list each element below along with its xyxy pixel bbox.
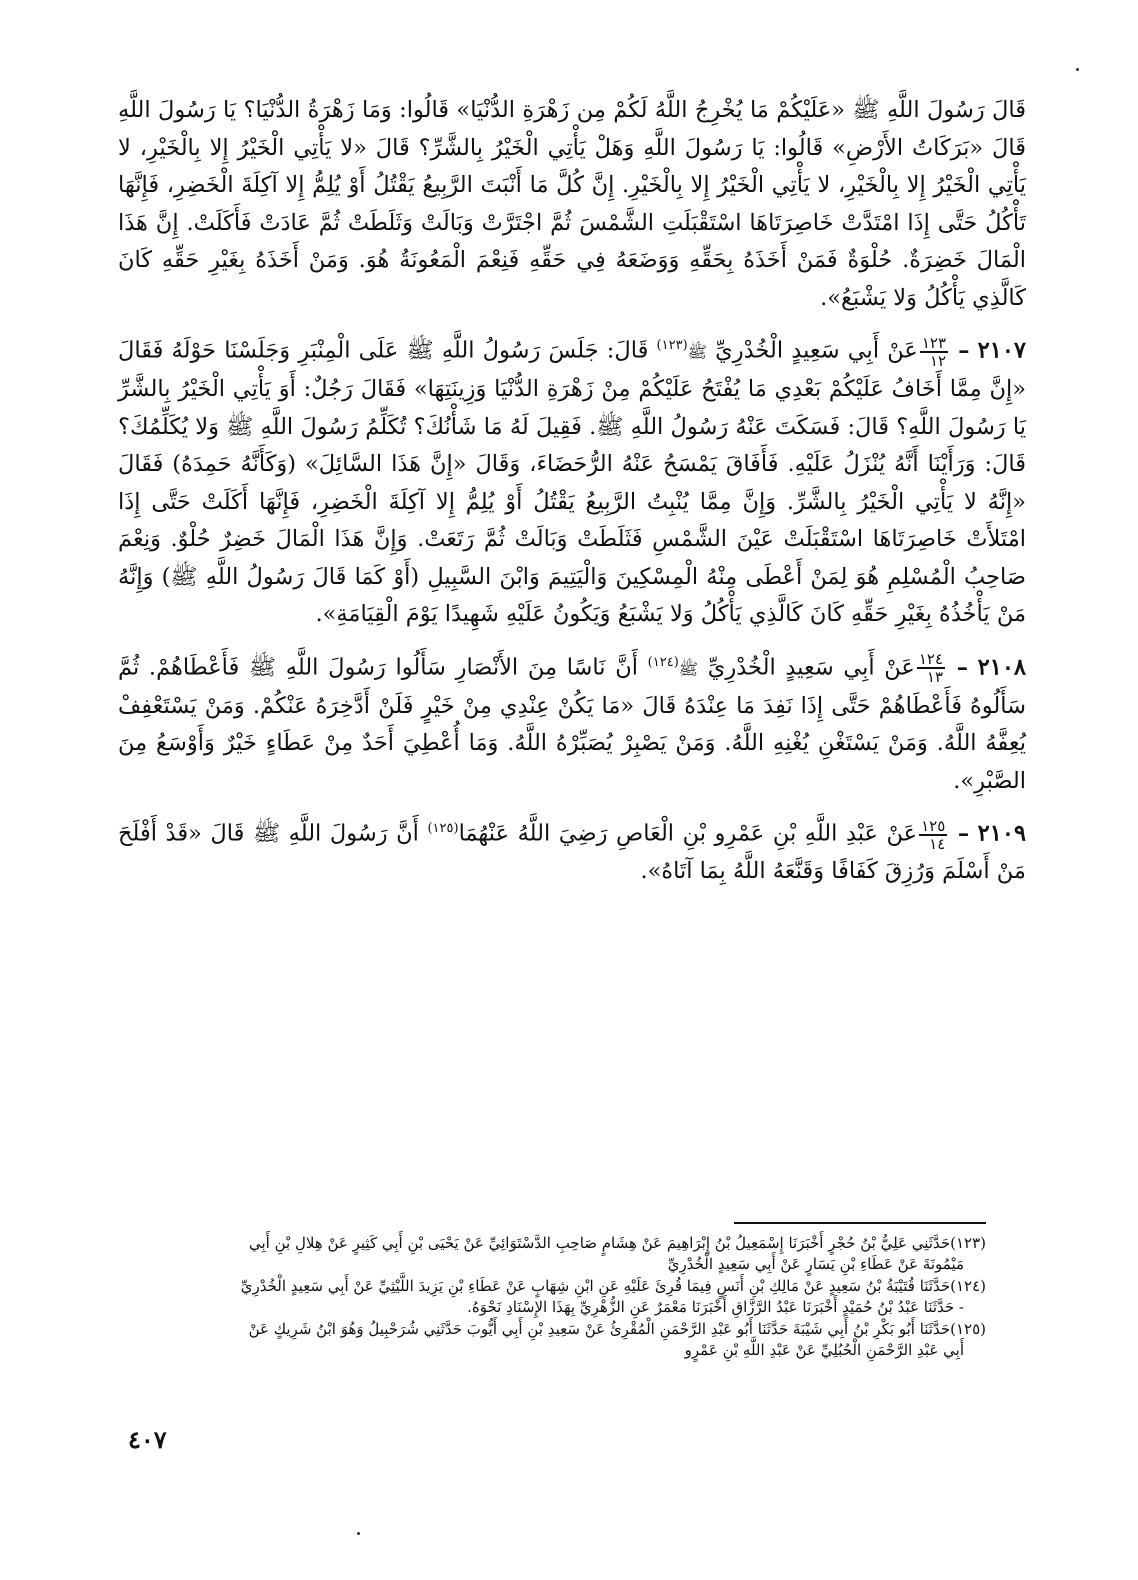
footnote-ref: (١٢٤)	[647, 654, 679, 670]
hadith-continuation	[118, 92, 1026, 317]
radhi-glyph: ﷺ	[678, 659, 699, 678]
footnote-ref: (١٢٣)	[656, 338, 688, 353]
hadith-index-fraction	[917, 651, 945, 685]
footnote-divider	[734, 1222, 986, 1224]
hadith-text-block	[118, 92, 1026, 891]
narrator: عَنْ أَبِي سَعِيدٍ الْخُدْرِيِّ	[706, 337, 918, 364]
hadith-index-fraction	[919, 818, 947, 852]
fraction-bottom: ١٣	[926, 668, 944, 686]
footnote-123	[118, 1233, 986, 1275]
page-number: ٤٠٧	[128, 1425, 167, 1454]
footnote-ref: (١٢٥)	[427, 821, 459, 836]
hadith-2108: ٢١٠٨ – $\frac{١٢٤}{١٣}$ عَنْ أَبِي سَعِيدٍ الْخُدْرِيِّ ﷺ$^{(١٢٤)}$ أَنَّ نَاسًا مِنَ الأَنْصَارِ سَأَلُوا رَسُولَ اللَّهِ ﷺ فَأَعْطَاهُمْ. ثُمَّ سَأَلُوهُ فَأَعْطَاهُمْ حَتَّى إِذَا نَفِدَ مَا عِنْدَهُ قَالَ «مَا يَكُنْ عِنْدِي مِنْ خَيْرٍ فَلَنْ أَدَّخِرَهُ عَنْكُمْ. وَمَنْ يَسْتَعْفِفْ يُعِفَّهُ اللَّهُ. وَمَنْ يَسْتَغْنِ يُغْنِهِ اللَّهُ. وَمَنْ يَصْبِرْ يُصَبِّرْهُ اللَّهُ. وَمَا أُعْطِيَ أَحَدٌ مِنْ عَطَاءٍ خَيْرٌ وَأَوْسَعُ مِنَ الصَّبْرِ».	[118, 650, 1026, 794]
footnote-line: (١٢٥)حَدَّثَنَا أَبُو بَكْرِ بْنُ أَبِي شَيْبَةَ حَدَّثَنَا أَبُو عَبْدِ الرَّحْمَنِ الْمُقْرِئُ عَنْ سَعِيدِ بْنِ أَبِي أَيُّوبَ حَدَّثَنِي شُرَحْبِيلُ وَهُوَ ابْنُ شَرِيكٍ عَنْ	[248, 1320, 986, 1338]
footnote-124	[118, 1276, 986, 1318]
footnote-line: أَبِي عَبْدِ الرَّحْمَنِ الْحُبُلِيِّ عَنْ عَبْدِ اللَّهِ بْنِ عَمْرٍو	[684, 1341, 964, 1359]
hadith-2109: ٢١٠٩ – $\frac{١٢٥}{١٤}$ عَنْ عَبْدِ اللَّهِ بْنِ عَمْرِو بْنِ الْعَاصِ رَضِيَ اللَّهُ عَنْهُمَا$^{(١٢٥)}$ أَنَّ رَسُولَ اللَّهِ ﷺ قَالَ «قَدْ أَفْلَحَ مَنْ أَسْلَمَ وَرُزِقَ كَفَافًا وَقَنَّعَهُ اللَّهُ بِمَا آتَاهُ».	[118, 816, 1026, 884]
footnotes	[118, 1233, 986, 1362]
narrator: عَنْ أَبِي سَعِيدٍ الْخُدْرِيِّ	[698, 654, 915, 680]
fraction-bottom: ١٤	[929, 834, 946, 853]
hadith-text: أَنَّ رَسُولَ اللَّهِ ﷺ قَالَ «قَدْ أَفْلَحَ مَنْ أَسْلَمَ وَرُزِقَ كَفَافًا وَقَنَّعَهُ اللَّهُ بِمَا آتَاهُ».	[118, 820, 1026, 884]
footnote-line: - حَدَّثَنَا عَبْدُ بْنُ حُمَيْدٍ أَخْبَرَنَا عَبْدُ الرَّزَّاقِ أَخْبَرَنَا مَعْمَرٌ عَنِ الزُّهْرِيِّ بِهَذَا الإِسْنَادِ نَحْوَهُ.	[467, 1298, 964, 1316]
hadith-text: قَالَ: جَلَسَ رَسُولُ اللَّهِ ﷺ عَلَى الْمِنْبَرِ وَجَلَسْنَا حَوْلَهُ فَقَالَ «إِنَّ مِمَّا أَخَافُ عَلَيْكُمْ بَعْدِي مَا يُفْتَحُ عَلَيْكُمْ مِنْ زَهْرَةِ الدُّنْيَا وَزِينَتِهَا» فَقَالَ رَجُلٌ: أَوَ يَأْتِي الْخَيْرُ بِالشَّرِّ يَا رَسُولَ اللَّهِ؟ قَالَ: فَسَكَتَ عَنْهُ رَسُولُ اللَّهِ ﷺ. فَقِيلَ لَهُ مَا شَأْنُكَ؟ تُكَلِّمُ رَسُولَ اللَّهِ ﷺ وَلا يُكَلِّمُكَ؟ قَالَ: وَرَأَيْنَا أَنَّهُ يُنْزَلُ عَلَيْهِ. فَأَفَاقَ يَمْسَحُ عَنْهُ الرُّحَضَاءَ، وَقَالَ «إِنَّ هَذَا السَّائِلَ» (وَكَأَنَّهُ حَمِدَهُ) فَقَالَ «إِنَّهُ لا يَأْتِي الْخَيْرُ بِالشَّرِّ. وَإِنَّ مِمَّا يُنْبِتُ الرَّبِيعُ يَقْتُلُ أَوْ يُلِمُّ إِلا آكِلَةَ الْخَضِرِ، فَإِنَّهَا أَكَلَتْ حَتَّى إِذَا امْتَلأَتْ خَاصِرَتَاهَا اسْتَقْبَلَتْ عَيْنَ الشَّمْسِ فَثَلَطَتْ وَبَالَتْ ثُمَّ رَتَعَتْ. وَإِنَّ هَذَا الْمَالَ خَضِرٌ حُلْوٌ. وَنِعْمَ صَاحِبُ الْمُسْلِمِ هُوَ لِمَنْ أَعْطَى مِنْهُ الْمِسْكِينَ وَالْيَتِيمَ وَابْنَ السَّبِيلِ (أَوْ كَمَا قَالَ رَسُولُ اللَّهِ ﷺ) وَإِنَّهُ مَنْ يَأْخُذُهُ بِغَيْرِ حَقِّهِ كَانَ كَالَّذِي يَأْكُلُ وَلا يَشْبَعُ وَيَكُونُ عَلَيْهِ شَهِيدًا يَوْمَ الْقِيَامَةِ».	[118, 337, 1026, 627]
hadith-text: قَالَ رَسُولَ اللَّهِ ﷺ «عَلَيْكُمْ مَا يُخْرِجُ اللَّهُ لَكُمْ مِن زَهْرَةِ الدُّنْيَا» قَالُوا: وَمَا زَهْرَةُ الدُّنْيَا؟ يَا رَسُولَ اللَّهِ قَالَ «بَرَكَاتُ الأَرْضِ» قَالُوا: يَا رَسُولَ اللَّهِ وَهَلْ يَأْتِي الْخَيْرُ بِالشَّرِّ؟ قَالَ «لا يَأْتِي الْخَيْرُ إِلا بِالْخَيْرِ، لا يَأْتِي الْخَيْرُ إِلا بِالْخَيْرِ، لا يَأْتِي الْخَيْرُ إِلا بِالْخَيْرِ. إِنَّ كُلَّ مَا أَنْبَتَ الرَّبِيعُ يَقْتُلُ أَوْ يُلِمُّ إِلا آكِلَةَ الْخَضِرِ، فَإِنَّهَا تَأْكُلُ حَتَّى إِذَا امْتَدَّتْ خَاصِرَتَاهَا اسْتَقْبَلَتِ الشَّمْسَ ثُمَّ اجْتَرَّتْ وَبَالَتْ وَثَلَطَتْ ثُمَّ عَادَتْ فَأَكَلَتْ. إِنَّ هَذَا الْمَالَ خَضِرَةٌ. حُلْوَةٌ فَمَنْ أَخَذَهُ بِحَقِّهِ وَوَضَعَهُ فِي حَقِّهِ فَنِعْمَ الْمَعُونَةُ هُوَ. وَمَنْ أَخَذَهُ بِغَيْرِ حَقِّهِ كَانَ كَالَّذِي يَأْكُلُ وَلا يَشْبَعُ».	[118, 97, 1026, 311]
hadith-index-fraction	[920, 335, 948, 369]
hadith-text: أَنَّ نَاسًا مِنَ الأَنْصَارِ سَأَلُوا رَسُولَ اللَّهِ ﷺ فَأَعْطَاهُمْ. ثُمَّ سَأَلُوهُ فَأَعْطَاهُمْ حَتَّى إِذَا نَفِدَ مَا عِنْدَهُ قَالَ «مَا يَكُنْ عِنْدِي مِنْ خَيْرٍ فَلَنْ أَدَّخِرَهُ عَنْكُمْ. وَمَنْ يَسْتَعْفِفْ يُعِفَّهُ اللَّهُ. وَمَنْ يَسْتَغْنِ يُغْنِهِ اللَّهُ. وَمَنْ يَصْبِرْ يُصَبِّرْهُ اللَّهُ. وَمَا أُعْطِيَ أَحَدٌ مِنْ عَطَاءٍ خَيْرٌ وَأَوْسَعُ مِنَ الصَّبْرِ».	[118, 654, 1026, 794]
fraction-top: ١٢٤	[918, 650, 944, 668]
hadith-number: ٢١٠٩	[977, 820, 1026, 847]
fraction-top: ١٢٥	[921, 816, 946, 835]
hadith-number: ٢١٠٨	[977, 654, 1026, 680]
radhi-glyph: ﷺ	[687, 342, 707, 362]
hadith-2107: ٢١٠٧ – $\frac{١٢٣}{١٢}$ عَنْ أَبِي سَعِيدٍ الْخُدْرِيِّ ﷺ$^{(١٢٣)}$ قَالَ: جَلَسَ رَسُولُ اللَّهِ ﷺ عَلَى الْمِنْبَرِ وَجَلَسْنَا حَوْلَهُ فَقَالَ «إِنَّ مِمَّا أَخَافُ عَلَيْكُمْ بَعْدِي مَا يُفْتَحُ عَلَيْكُمْ مِنْ زَهْرَةِ الدُّنْيَا وَزِينَتِهَا» فَقَالَ رَجُلٌ: أَوَ يَأْتِي الْخَيْرُ بِالشَّرِّ يَا رَسُولَ اللَّهِ؟ قَالَ: فَسَكَتَ عَنْهُ رَسُولُ اللَّهِ ﷺ. فَقِيلَ لَهُ مَا شَأْنُكَ؟ تُكَلِّمُ رَسُولَ اللَّهِ ﷺ وَلا يُكَلِّمُكَ؟ قَالَ: وَرَأَيْنَا أَنَّهُ يُنْزَلُ عَلَيْهِ. فَأَفَاقَ يَمْسَحُ عَنْهُ الرُّحَضَاءَ، وَقَالَ «إِنَّ هَذَا السَّائِلَ» (وَكَأَنَّهُ حَمِدَهُ) فَقَالَ «إِنَّهُ لا يَأْتِي الْخَيْرُ بِالشَّرِّ. وَإِنَّ مِمَّا يُنْبِتُ الرَّبِيعُ يَقْتُلُ أَوْ يُلِمُّ إِلا آكِلَةَ الْخَضِرِ، فَإِنَّهَا أَكَلَتْ حَتَّى إِذَا امْتَلأَتْ خَاصِرَتَاهَا اسْتَقْبَلَتْ عَيْنَ الشَّمْسِ فَثَلَطَتْ وَبَالَتْ ثُمَّ رَتَعَتْ. وَإِنَّ هَذَا الْمَالَ خَضِرٌ حُلْوٌ. وَنِعْمَ صَاحِبُ الْمُسْلِمِ هُوَ لِمَنْ أَعْطَى مِنْهُ الْمِسْكِينَ وَالْيَتِيمَ وَابْنَ السَّبِيلِ (أَوْ كَمَا قَالَ رَسُولُ اللَّهِ ﷺ) وَإِنَّهُ مَنْ يَأْخُذُهُ بِغَيْرِ حَقِّهِ كَانَ كَالَّذِي يَأْكُلُ وَلا يَشْبَعُ وَيَكُونُ عَلَيْهِ شَهِيدًا يَوْمَ الْقِيَامَةِ».	[118, 333, 1027, 627]
fraction-top: ١٢٣	[921, 333, 947, 352]
footnote-line: (١٢٣)حَدَّثَنِي عَلِيُّ بْنُ حُجْرٍ أَخْبَرَنَا إِسْمَعِيلُ بْنُ إِبْرَاهِيمَ عَنْ هِشَامٍ صَاحِبِ الدَّسْتَوَائِيِّ عَنْ يَحْيَى بْنِ أَبِي كَثِيرٍ عَنْ هِلالِ بْنِ أَبِي	[248, 1234, 986, 1252]
footnote-125	[118, 1319, 986, 1361]
scan-speck	[357, 1532, 360, 1535]
footnote-line: (١٢٤)حَدَّثَنَا قُتَيْبَةُ بْنُ سَعِيدٍ عَنْ مَالِكِ بْنِ أَنَسٍ فِيمَا قُرِئَ عَلَيْهِ عَنِ ابْنِ شِهَابٍ عَنْ عَطَاءِ بْنِ يَزِيدَ اللَّيْثِيِّ عَنْ أَبِي سَعِيدٍ الْخُدْرِيِّ	[240, 1277, 986, 1295]
narrator: عَنْ عَبْدِ اللَّهِ بْنِ عَمْرِو بْنِ الْعَاصِ رَضِيَ اللَّهُ عَنْهُمَا	[458, 820, 918, 847]
scan-speck	[1076, 68, 1079, 71]
footnote-line: مَيْمُونَةَ عَنْ عَطَاءِ بْنِ يَسَارٍ عَنْ أَبِي سَعِيدٍ الْخُدْرِيِّ	[667, 1255, 964, 1273]
hadith-number: ٢١٠٧	[977, 337, 1027, 364]
fraction-bottom: ١٢	[929, 351, 947, 370]
